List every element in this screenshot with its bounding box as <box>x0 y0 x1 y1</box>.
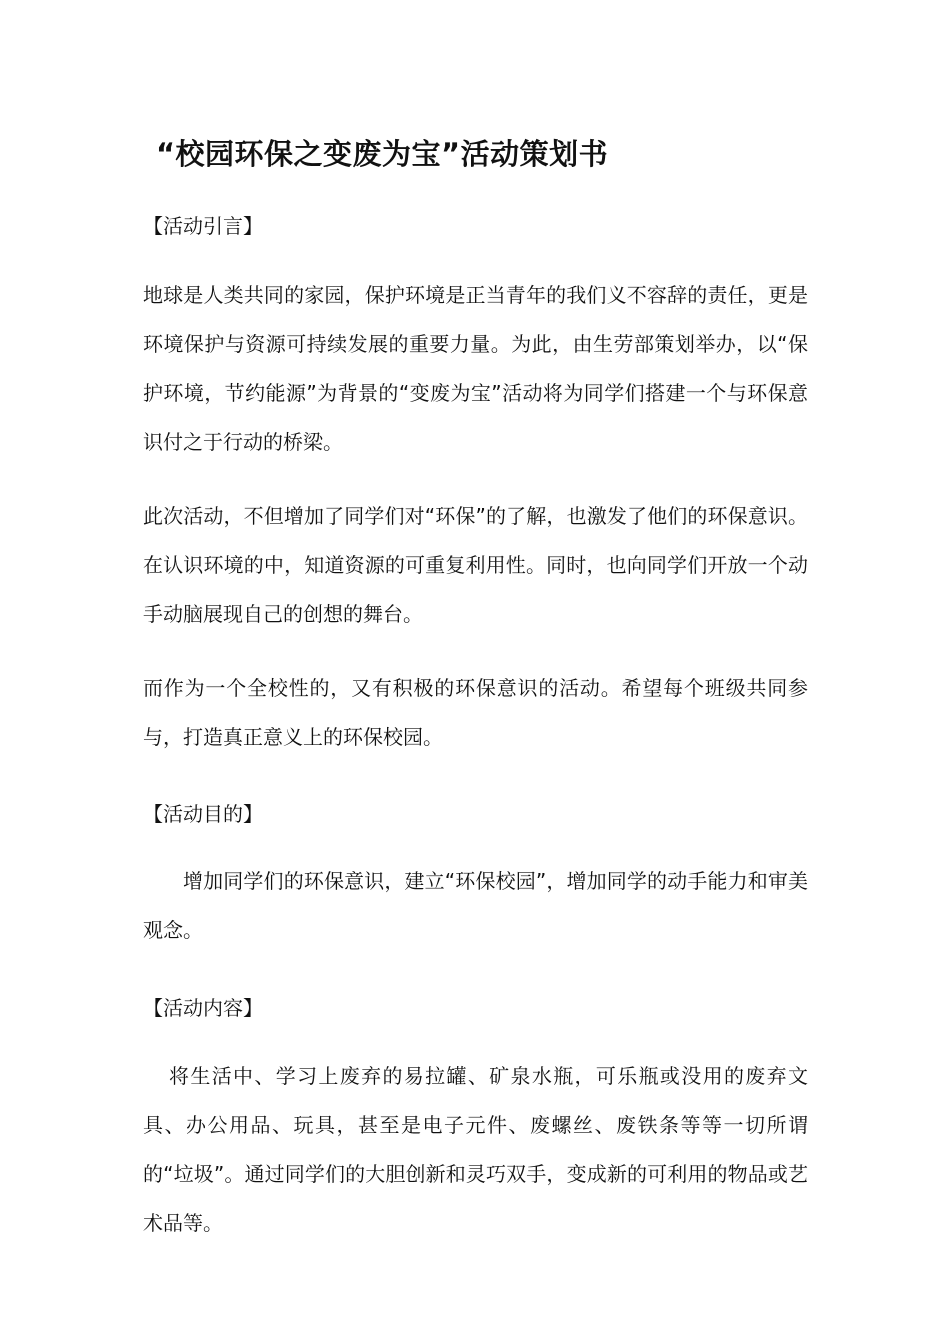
section-heading-content: 【活动内容】 <box>143 996 263 1020</box>
document-title: “校园环保之变废为宝”活动策划书 <box>156 137 609 171</box>
introduction-paragraph-1: 地球是人类共同的家园，保护环境是正当青年的我们义不容辞的责任，更是环境保护与资源可持续发展的重要力量。为此，由生劳部策划举办，以“保护环境，节约能源”为背景的“变废为宝”活动将为同学们搭建一个与环保意识付之于行动的桥梁。 <box>143 283 808 454</box>
introduction-paragraph-3: 而作为一个全校性的，又有积极的环保意识的活动。希望每个班级共同参与，打造真正意义上的环保校园。 <box>143 676 808 749</box>
introduction-paragraph-2: 此次活动，不但增加了同学们对“环保”的了解，也激发了他们的环保意识。在认识环境的中，知道资源的可重复利用性。同时，也向同学们开放一个动手动脑展现自己的创想的舞台。 <box>143 504 808 626</box>
purpose-paragraph: 增加同学们的环保意识，建立“环保校园”，增加同学的动手能力和审美观念。 <box>143 869 808 942</box>
section-heading-introduction: 【活动引言】 <box>143 214 263 238</box>
content-paragraph: 将生活中、学习上废弃的易拉罐、矿泉水瓶，可乐瓶或没用的废弃文具、办公用品、玩具，甚至是电子元件、废螺丝、废铁条等等一切所谓的“垃圾”。通过同学们的大胆创新和灵巧双手，变成新的可利用的物品或艺术品等。 <box>143 1064 808 1235</box>
section-heading-purpose: 【活动目的】 <box>143 802 263 826</box>
